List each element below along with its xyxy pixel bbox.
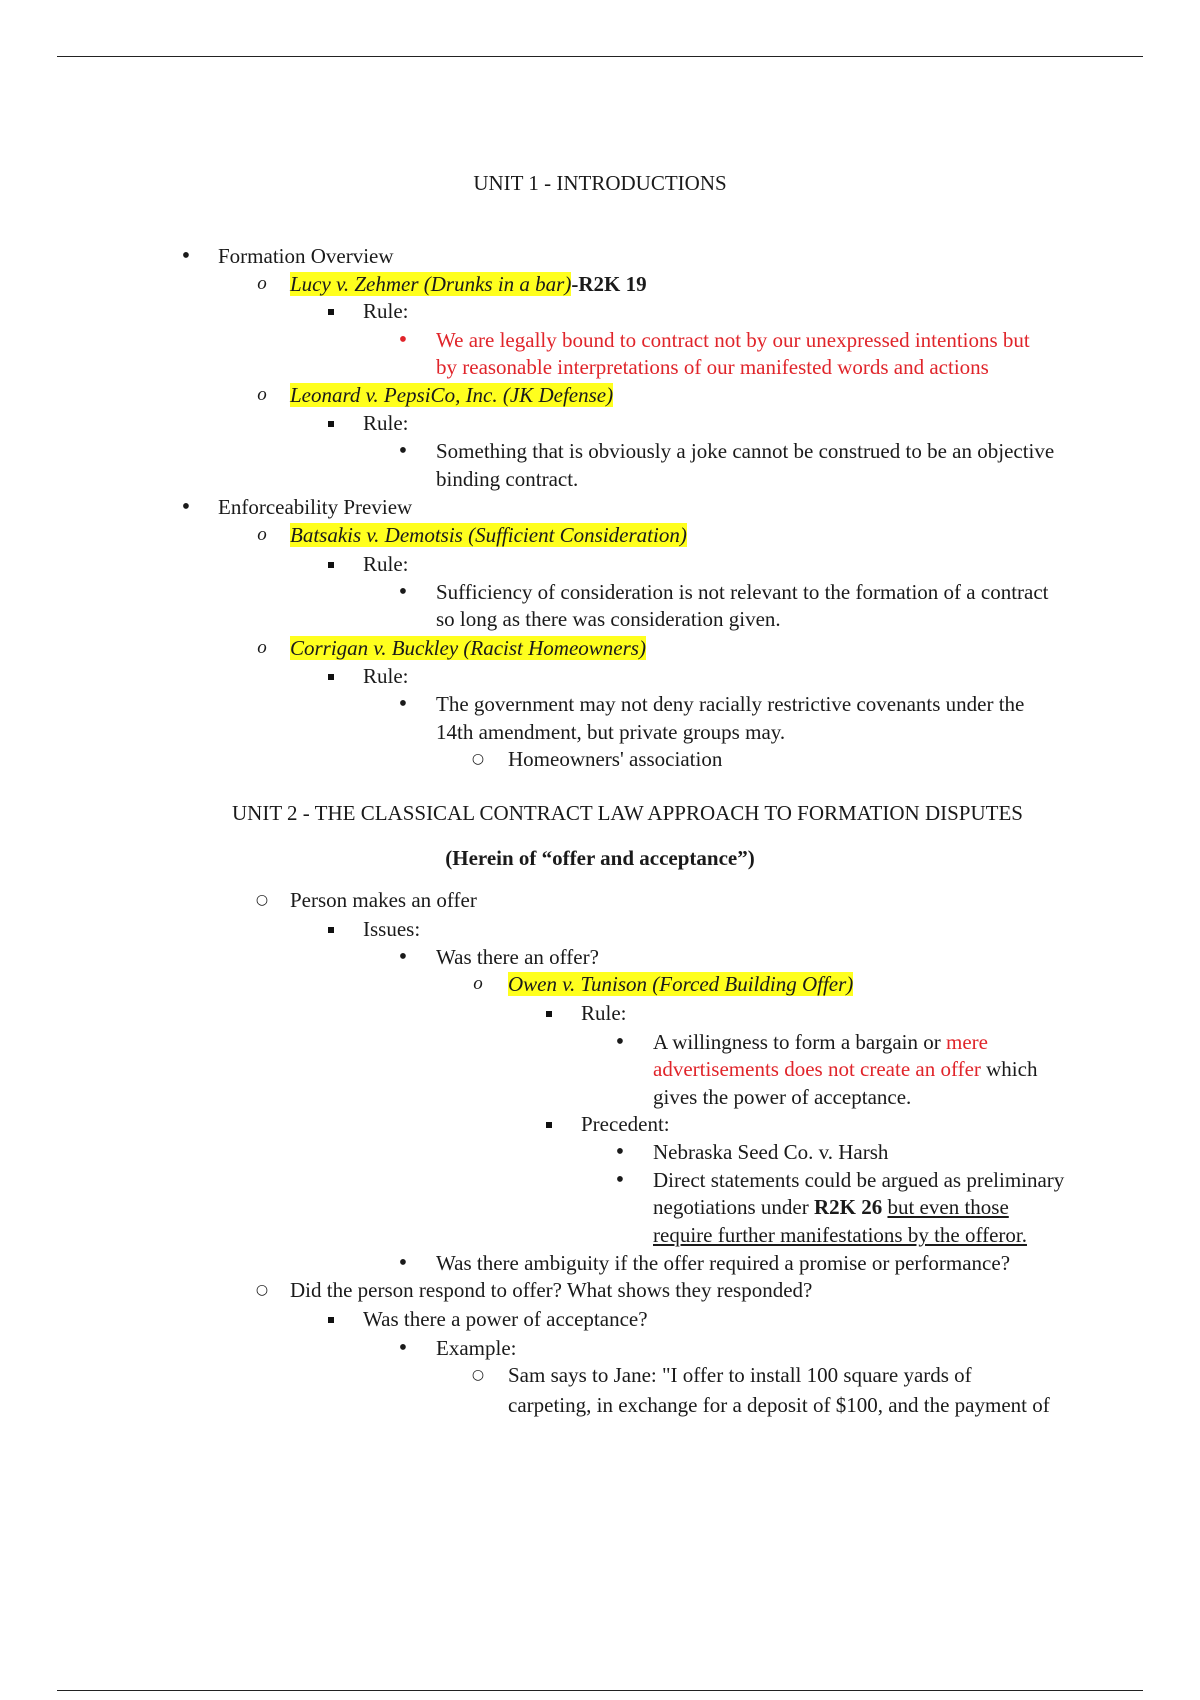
formation-overview-label: Formation Overview: [218, 244, 394, 268]
bullet-circle: ○: [255, 1282, 269, 1298]
bullet-disc: [612, 1139, 628, 1165]
lucy-case-cite: -R2K 19: [571, 272, 647, 296]
corrigan-rule-text-1: The government may not deny racially restrictive covenants under the: [436, 692, 1025, 716]
bullet-square: [323, 916, 339, 942]
issues-label: Issues:: [363, 917, 421, 941]
leonard-case-line: [290, 382, 613, 408]
precedent-item-2-line1: Direct statements could be argued as preliminary: [653, 1168, 1065, 1192]
bullet-disc: [395, 579, 411, 605]
batsakis-rule-label: Rule:: [363, 552, 409, 576]
bullet-square: [323, 298, 339, 324]
bullet-square: [323, 551, 339, 577]
batsakis-case-title: Batsakis v. Demotsis (Sufficient Consideration): [290, 523, 687, 547]
bullet-square: [541, 1000, 557, 1026]
leonard-rule-label: Rule:: [363, 411, 409, 435]
bullet-circle: o: [257, 384, 267, 405]
respond-label: Did the person respond to offer? What shows they responded?: [290, 1278, 813, 1302]
owen-rule-red: mere: [946, 1030, 988, 1054]
batsakis-rule-text-2: so long as there was consideration given.: [436, 607, 781, 631]
header-rule: [57, 56, 1143, 57]
bullet-disc: [178, 243, 194, 269]
lucy-rule-text-1: We are legally bound to contract not by our unexpressed intentions but: [436, 328, 1030, 352]
bullet-disc: [395, 1335, 411, 1361]
bullet-circle: ○: [471, 751, 485, 767]
bullet-disc: [612, 1029, 628, 1055]
power-of-acceptance: Was there a power of acceptance?: [363, 1307, 648, 1331]
example-label: Example:: [436, 1336, 517, 1360]
bullet-circle: o: [473, 973, 483, 994]
precedent-item-1: Nebraska Seed Co. v. Harsh: [653, 1140, 889, 1164]
unit2-subtitle: (Herein of “offer and acceptance”): [445, 846, 755, 870]
example-text-2: carpeting, in exchange for a deposit of $100, and the payment of: [508, 1393, 1050, 1417]
corrigan-rule-text-2: 14th amendment, but private groups may.: [436, 720, 786, 744]
question-ambiguity: Was there ambiguity if the offer required a promise or performance?: [436, 1251, 1011, 1275]
bullet-square: [323, 1306, 339, 1332]
precedent-label: Precedent:: [581, 1112, 670, 1136]
unit2-title: UNIT 2 - THE CLASSICAL CONTRACT LAW APPROACH TO FORMATION DISPUTES: [232, 801, 1023, 825]
precedent-citation: R2K 26: [813, 1195, 883, 1219]
batsakis-rule-text-1: Sufficiency of consideration is not relevant to the formation of a contract: [436, 580, 1049, 604]
owen-case-title: Owen v. Tunison (Forced Building Offer): [508, 972, 854, 996]
question-offer: Was there an offer?: [436, 945, 599, 969]
bullet-circle: o: [257, 273, 267, 294]
bullet-circle: o: [257, 637, 267, 658]
corrigan-case-line: [290, 635, 646, 661]
leonard-rule-text-2: binding contract.: [436, 467, 579, 491]
leonard-case-title: Leonard v. PepsiCo, Inc. (JK Defense): [290, 383, 614, 407]
owen-rule-text-2: [653, 1056, 1037, 1082]
bullet-square: [323, 410, 339, 436]
batsakis-case-line: [290, 522, 687, 548]
lucy-case-line: [290, 271, 647, 297]
lucy-rule-text-2: by reasonable interpretations of our manifested words and actions: [436, 355, 989, 379]
precedent-item-2-line2: [653, 1194, 1009, 1220]
lucy-case-title: Lucy v. Zehmer (Drunks in a bar): [290, 272, 572, 296]
example-text-1: Sam says to Jane: "I offer to install 100 square yards of: [508, 1363, 972, 1387]
bullet-circle: ○: [471, 1367, 485, 1383]
bullet-square: [541, 1111, 557, 1137]
bullet-circle: ○: [255, 892, 269, 908]
precedent-underlined: require further manifestations by the offeror.: [653, 1223, 1027, 1247]
bullet-square: [323, 663, 339, 689]
leonard-rule-text-1: Something that is obviously a joke cannot be construed to be an objective: [436, 439, 1055, 463]
bullet-disc: [612, 1167, 628, 1193]
owen-rule-text-1: [653, 1029, 988, 1055]
footer-rule: [57, 1690, 1143, 1691]
bullet-disc: [395, 327, 411, 353]
owen-rule-label: Rule:: [581, 1001, 627, 1025]
owen-rule-plain: which: [980, 1057, 1038, 1081]
corrigan-rule-label: Rule:: [363, 664, 409, 688]
bullet-disc: [395, 438, 411, 464]
precedent-item-2-line3: [653, 1222, 1027, 1248]
unit1-title: UNIT 1 - INTRODUCTIONS: [473, 171, 727, 195]
owen-rule-plain: A willingness to form a bargain or: [653, 1030, 946, 1054]
bullet-disc: [395, 1250, 411, 1276]
enforceability-label: Enforceability Preview: [218, 495, 413, 519]
owen-case-line: [508, 971, 853, 997]
precedent-plain: negotiations under: [653, 1195, 814, 1219]
offer-label: Person makes an offer: [290, 888, 477, 912]
bullet-circle: o: [257, 524, 267, 545]
bullet-disc: [395, 944, 411, 970]
corrigan-case-title: Corrigan v. Buckley (Racist Homeowners): [290, 636, 646, 660]
bullet-disc: [395, 691, 411, 717]
corrigan-sub-item: Homeowners' association: [508, 747, 723, 771]
lucy-rule-label: Rule:: [363, 299, 409, 323]
owen-rule-text-3: gives the power of acceptance.: [653, 1085, 912, 1109]
precedent-underlined: but even those: [887, 1195, 1009, 1219]
owen-rule-red: advertisements does not create an offer: [653, 1057, 981, 1081]
bullet-disc: [178, 494, 194, 520]
